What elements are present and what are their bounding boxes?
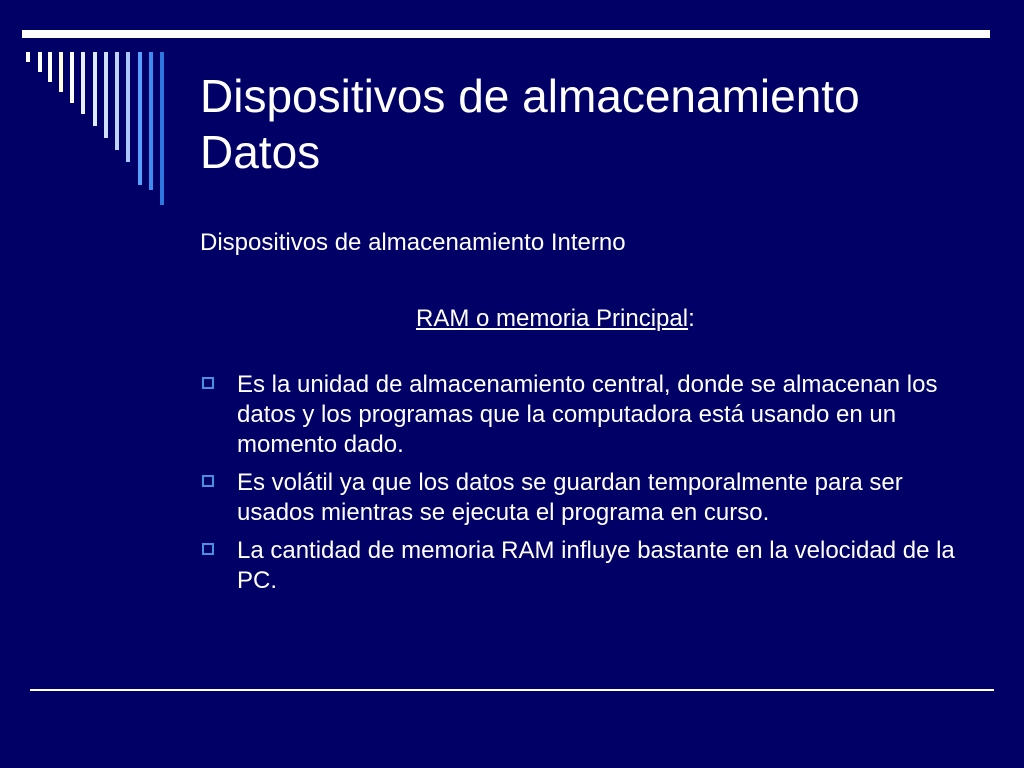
bullet-list <box>200 370 960 604</box>
ram-heading-colon: : <box>688 305 695 332</box>
hollow-square-icon <box>202 543 214 555</box>
list-item <box>200 370 960 460</box>
slide-subtitle: Dispositivos de almacenamiento Interno <box>200 229 626 256</box>
list-item <box>200 536 960 596</box>
bullet-text: La cantidad de memoria RAM influye bastante en la velocidad de la PC. <box>237 537 955 594</box>
bottom-divider <box>30 689 994 691</box>
ram-heading <box>416 304 695 334</box>
bullet-text: Es la unidad de almacenamiento central, donde se almacenan los datos y los programas que la computadora está usando en un momento dado. <box>237 371 938 458</box>
bullet-text: Es volátil ya que los datos se guardan temporalmente para ser usados mientras se ejecuta el programa en curso. <box>237 469 903 526</box>
hollow-square-icon <box>202 377 214 389</box>
hollow-square-icon <box>202 475 214 487</box>
list-item <box>200 468 960 528</box>
ram-heading-text: RAM o memoria Principal <box>416 305 689 332</box>
slide-title: Dispositivos de almacenamiento Datos <box>200 70 860 178</box>
decorative-vertical-lines <box>0 0 170 210</box>
